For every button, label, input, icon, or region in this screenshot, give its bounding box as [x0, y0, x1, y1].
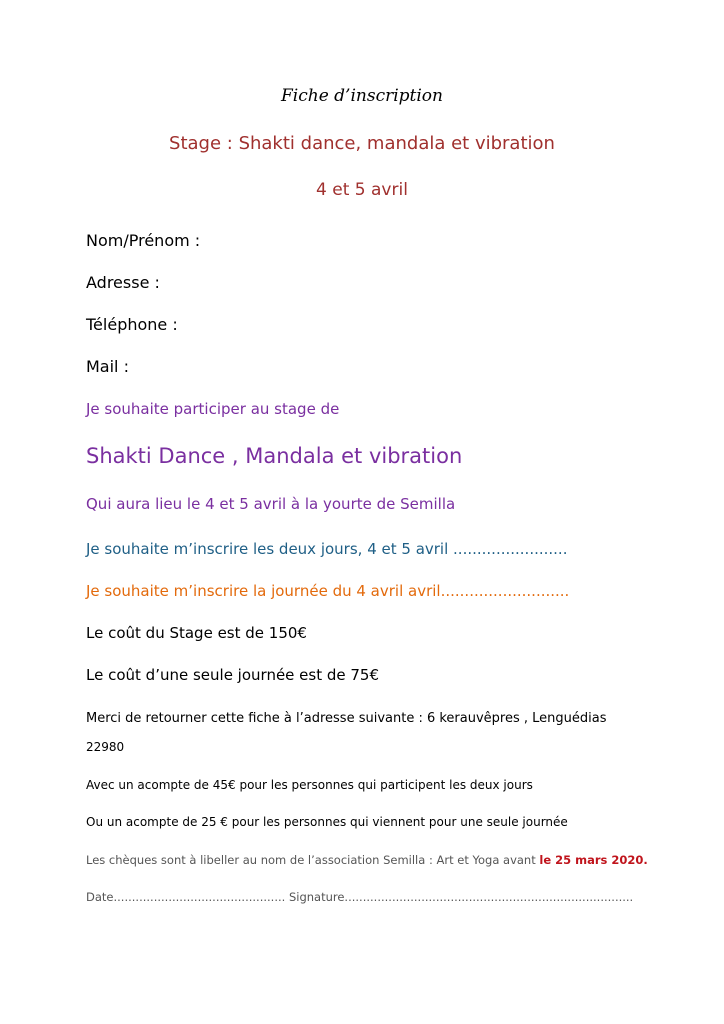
phone-field-label: Téléphone :: [86, 315, 178, 334]
deposit-one-day: Ou un acompte de 25 € pour les personnes qui viennent pour une seule journée: [86, 815, 568, 829]
return-address-line2: 22980: [86, 740, 125, 754]
cost-day: Le coût d’une seule journée est de 75€: [86, 666, 380, 684]
cheques-label: Les chèques sont à libeller au nom de l’association Semilla : Art et Yoga avant: [86, 853, 540, 867]
cheques-text: [86, 853, 648, 867]
return-address-line1: Merci de retourner cette fiche à l’adresse suivante : 6 kerauvêpres , Lenguédias: [86, 711, 607, 726]
participate-text: Je souhaite participer au stage de: [86, 400, 340, 418]
address-field-label: Adresse :: [86, 273, 160, 292]
deposit-two-days: Avec un acompte de 45€ pour les personnes qui participent les deux jours: [86, 778, 533, 792]
stage-title: Stage : Shakti dance, mandala et vibration: [169, 133, 555, 154]
name-field-label: Nom/Prénom :: [86, 231, 201, 250]
date-signature-line: Date............................................... Signature...............................................................................: [86, 890, 634, 904]
stage-dates: 4 et 5 avril: [316, 180, 408, 200]
cheques-deadline: le 25 mars 2020.: [539, 853, 648, 867]
mail-field-label: Mail :: [86, 357, 129, 376]
stage-name: Shakti Dance , Mandala et vibration: [86, 444, 463, 468]
option-one-day: Je souhaite m’inscrire la journée du 4 avril avril...........................: [86, 582, 570, 600]
cost-stage: Le coût du Stage est de 150€: [86, 624, 307, 642]
form-title: Fiche d’inscription: [281, 86, 443, 106]
option-two-days: Je souhaite m’inscrire les deux jours, 4 et 5 avril ........................: [86, 540, 568, 558]
location-text: Qui aura lieu le 4 et 5 avril à la yourte de Semilla: [86, 495, 456, 513]
